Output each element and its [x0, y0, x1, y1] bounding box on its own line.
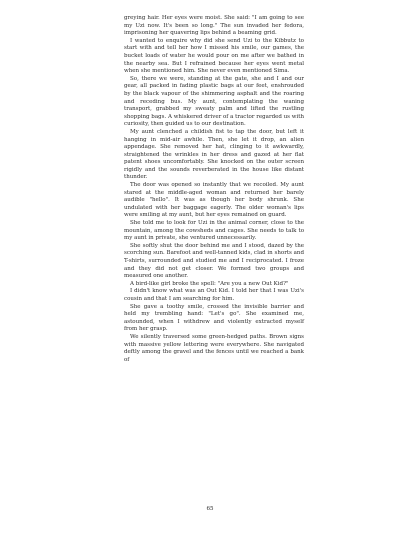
- paragraph-7: She softly shut the door behind me and I stood, dazed by the scorching sun. Barefoot and well-tanned kids, clad in shorts and T-shirts, surrounded and studied me and I reciprocated. I froze and they did not get closer. We formed two groups and measured one another.: [124, 242, 304, 280]
- paragraph-11: We silently traversed some green-hedged paths. Brown signs with massive yellow lettering were everywhere. She navigated deftly among the gravel and the fences until we reached a bank of: [124, 333, 304, 363]
- paragraph-5: The door was opened so instantly that we recoiled. My aunt stared at the middle-aged woman and returned her barely audible "hello". It was as though her body shrunk. She undulated with her baggage eagerly. The older woman's lips were smiling at my aunt, but her eyes remained on guard.: [124, 182, 304, 219]
- paragraph-2: I wanted to enquire why did she send Uzi to the Kibbutz to start with and tell her how I missed his smile, our games, the bucket loads of water he would pour on me after we bathed in the nearby sea. But I refrained because her eyes went metal when she mentioned him. She never even mentioned Sima.: [124, 37, 304, 75]
- paragraph-3: So, there we were, standing at the gate, she and I and our gear, all packed in fading plastic bags at our feet, enshrouded by the black vapour of the shimmering asphalt and the roaring and receding bus. My aunt, contemplating the waning transport, grabbed my sweaty palm and lifted the rustling shopping bags. A whiskered driver of a tractor regarded us with curiosity, then guided us to our destination.: [124, 75, 304, 128]
- paragraph-6: She told me to look for Uzi in the animal corner, close to the mountain, among the cowsheds and cages. She needs to talk to my aunt in private, she ventured unnecessarily.: [124, 220, 304, 242]
- body-text: [124, 15, 304, 364]
- page-number: 65: [206, 506, 214, 512]
- paragraph-1: greying hair. Her eyes were moist. She said: "I am going to see my Uzi now. It's been so long." The sun invaded her fedora, imprisoning her quavering lips behind a beaming grid.: [124, 15, 304, 37]
- paragraph-10: She gave a toothy smile, crossed the invisible barrier and held my trembling hand: "Let's go". She examined me, astounded, when I withdrew and violently extracted myself from her grasp.: [124, 303, 304, 333]
- paragraph-4: My aunt clenched a childish fist to tap the door, but left it hanging in mid-air awhile. Then, she let it drop, an alien appendage. She removed her hat, clinging to it awkwardly, straightened the wrinkles in her dress and gazed at her flat patent shoes uncomfortably. She knocked on the outer screen rigidly and the sounds reverberated in the house like distant thunder.: [124, 128, 304, 181]
- paragraph-8: A bird-like girl broke the spell: "Are you a new Out Kid?": [130, 280, 289, 287]
- paragraph-9: I didn't know what was an Out Kid. I told her that I was Uzi's cousin and that I am searching for him.: [124, 288, 304, 302]
